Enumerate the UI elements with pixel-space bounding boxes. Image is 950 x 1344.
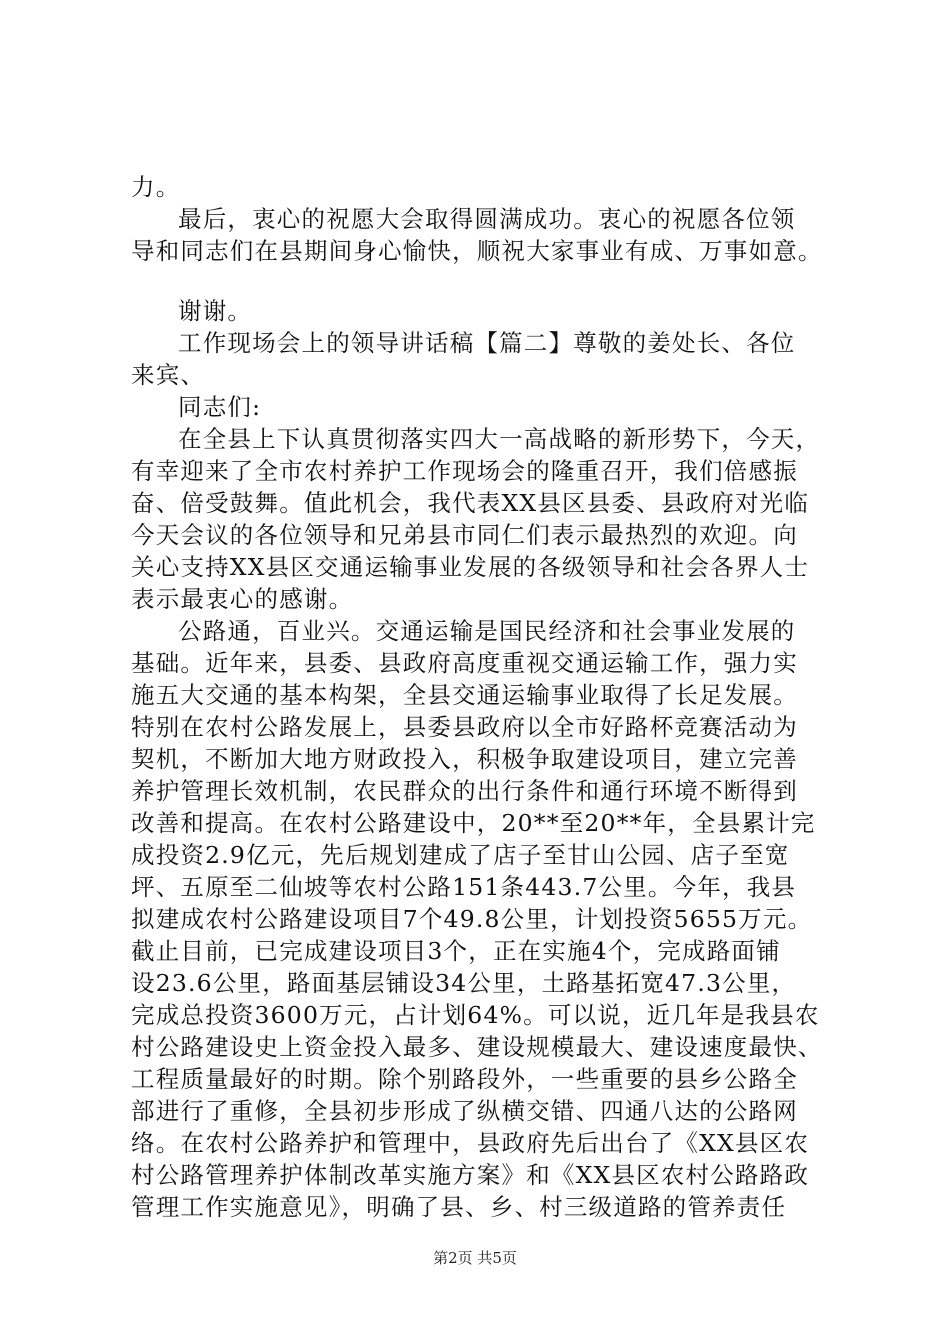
paragraph-gap xyxy=(131,267,834,295)
text-line: 成投资2.9亿元，先后规划建成了店子至甘山公园、店子至宽 xyxy=(131,841,790,869)
text-line: 关心支持XX县区交通运输事业发展的各级领导和社会各界人士 xyxy=(131,553,810,581)
document-body xyxy=(131,171,834,1223)
text-line: 坪、五原至二仙坡等农村公路151条443.7公里。今年，我县 xyxy=(131,873,797,901)
text-line: 施五大交通的基本构架，全县交通运输事业取得了长足发展。 xyxy=(131,681,798,709)
text-line: 养护管理长效机制，农民群众的出行条件和通行环境不断得到 xyxy=(131,777,798,805)
text-line: 最后，衷心的祝愿大会取得圆满成功。衷心的祝愿各位领 xyxy=(178,205,796,233)
text-line: 工作现场会上的领导讲话稿【篇二】尊敬的姜处长、各位 xyxy=(178,329,796,357)
text-line: 特别在农村公路发展上，县委县政府以全市好路杯竞赛活动为 xyxy=(131,713,798,741)
text-line: 村公路建设史上资金投入最多、建设规模最大、建设速度最快、 xyxy=(131,1033,823,1061)
text-line: 契机，不断加大地方财政投入，积极争取建设项目，建立完善 xyxy=(131,745,798,773)
text-line: 完成总投资3600万元，占计划64%。可以说，近几年是我县农 xyxy=(131,1001,820,1029)
text-line: 奋、倍受鼓舞。值此机会，我代表XX县区县委、县政府对光临 xyxy=(131,489,810,517)
text-line: 力。 xyxy=(131,173,181,201)
text-line: 来宾、 xyxy=(131,361,206,389)
text-line: 设23.6公里，路面基层铺设34公里，土路基拓宽47.3公里， xyxy=(131,969,797,997)
text-line: 表示最衷心的感谢。 xyxy=(131,585,354,613)
text-line: 络。在农村公路养护和管理中，县政府先后出台了《XX县区农 xyxy=(131,1129,810,1157)
text-line: 管理工作实施意见》，明确了县、乡、村三级道路的管养责任 xyxy=(131,1193,787,1221)
text-line: 谢谢。 xyxy=(178,297,253,325)
text-line: 同志们: xyxy=(178,393,262,421)
text-line: 基础。近年来，县委、县政府高度重视交通运输工作，强力实 xyxy=(131,649,798,677)
page-number: 第2页 共5页 xyxy=(433,1249,517,1267)
text-line: 公路通，百业兴。交通运输是国民经济和社会事业发展的 xyxy=(178,617,796,645)
text-line: 改善和提高。在农村公路建设中，20**至20**年，全县累计完 xyxy=(131,809,816,837)
text-line: 导和同志们在县期间身心愉快，顺祝大家事业有成、万事如意。 xyxy=(131,237,823,265)
text-line: 工程质量最好的时期。除个别路段外，一些重要的县乡公路全 xyxy=(131,1065,798,1093)
text-line: 今天会议的各位领导和兄弟县市同仁们表示最热烈的欢迎。向 xyxy=(131,521,798,549)
text-line: 部进行了重修，全县初步形成了纵横交错、四通八达的公路网 xyxy=(131,1097,798,1125)
text-line: 截止目前，已完成建设项目3个，正在实施4个，完成路面铺 xyxy=(131,937,781,965)
text-line: 在全县上下认真贯彻落实四大一高战略的新形势下，今天， xyxy=(178,425,821,453)
text-line: 村公路管理养护体制改革实施方案》和《XX县区农村公路路政 xyxy=(131,1161,810,1189)
text-line: 有幸迎来了全市农村养护工作现场会的隆重召开，我们倍感振 xyxy=(131,457,798,485)
text-line: 拟建成农村公路建设项目7个49.8公里，计划投资5655万元。 xyxy=(131,905,813,933)
